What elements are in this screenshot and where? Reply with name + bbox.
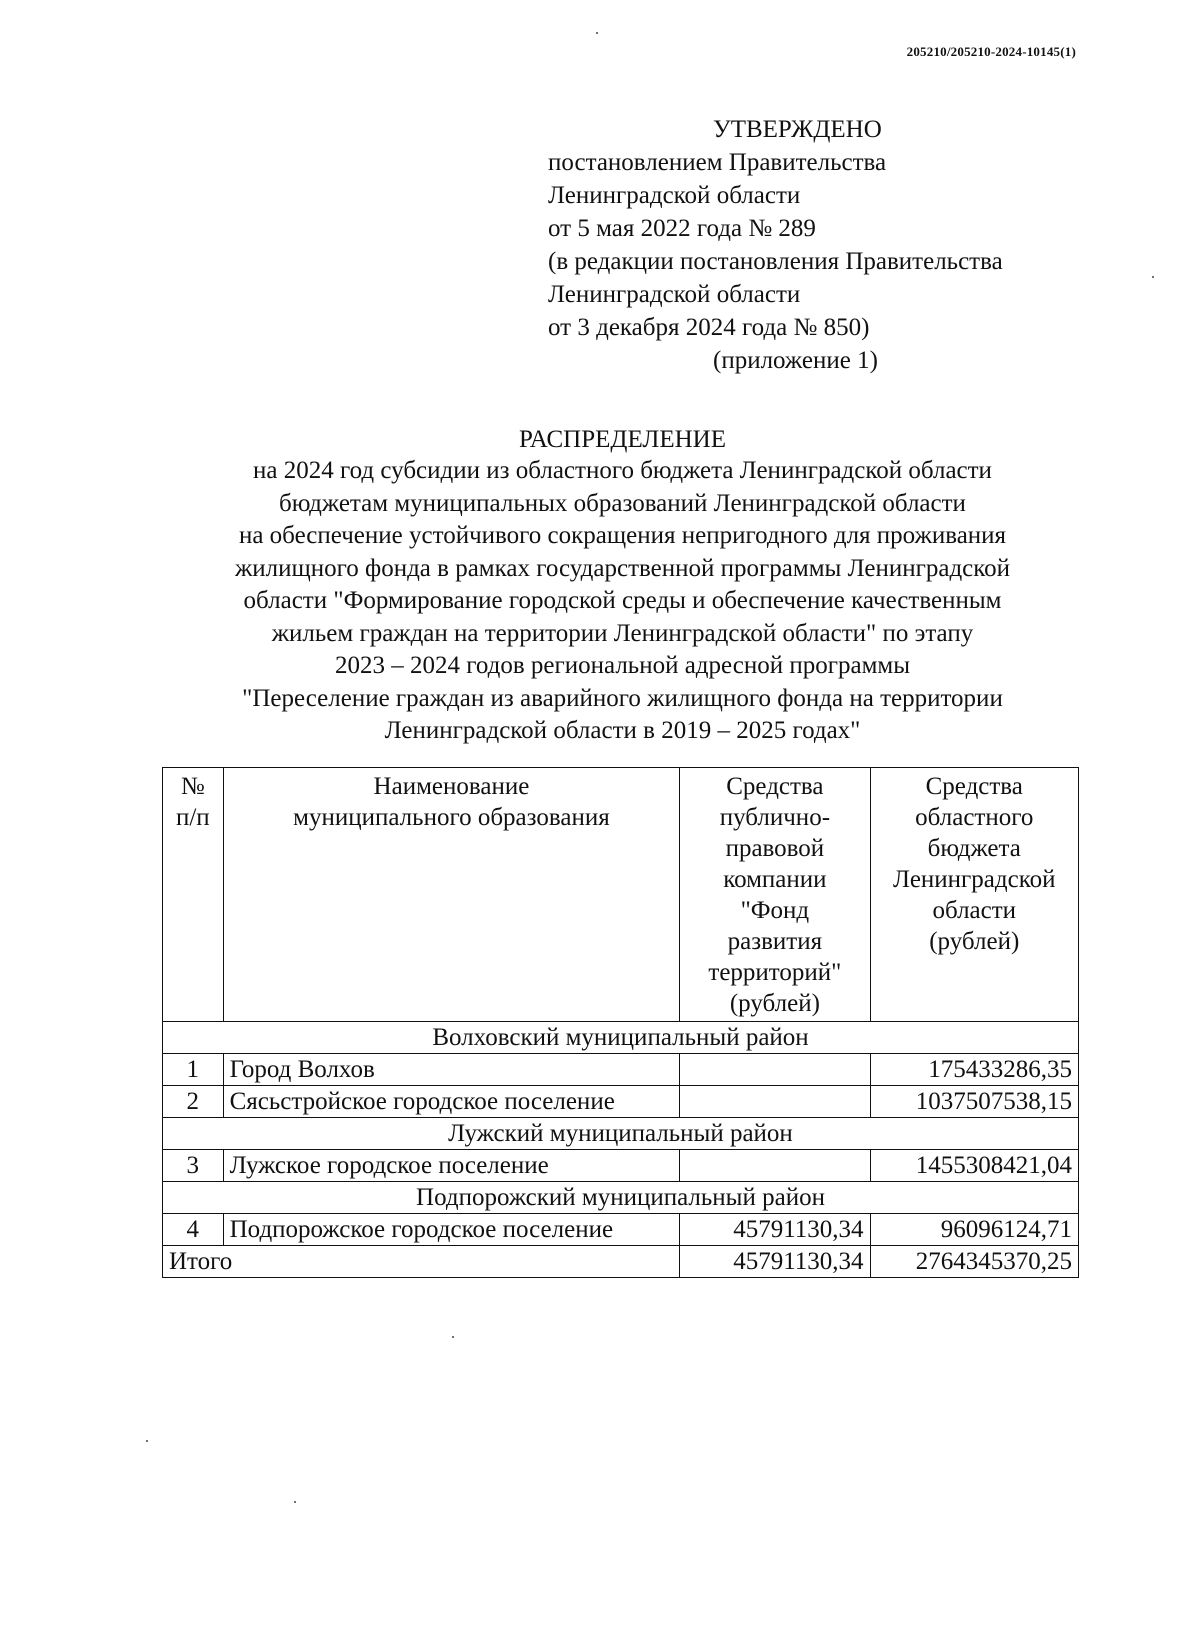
table-row xyxy=(163,1150,1079,1182)
header-text: территорий" xyxy=(708,959,842,986)
total-row xyxy=(163,1246,1079,1278)
table-header-row xyxy=(163,768,1079,1022)
row-fund xyxy=(680,1150,870,1182)
header-text: "Фонд xyxy=(740,897,810,924)
section-row xyxy=(163,1022,1079,1054)
document-title: РАСПРЕДЕЛЕНИЕ xyxy=(518,426,727,453)
document-id: 205210/205210-2024-10145(1) xyxy=(906,44,1076,59)
table-row xyxy=(163,1054,1079,1086)
section-title: Подпорожский муниципальный район xyxy=(163,1182,1079,1214)
header-text: № xyxy=(180,773,205,800)
row-name: Лужское городское поселение xyxy=(223,1150,680,1182)
approval-block xyxy=(548,113,1108,377)
row-num: 3 xyxy=(163,1150,224,1182)
subtitle-line: Ленинградской области в 2019 – 2025 годах" xyxy=(384,717,861,744)
total-label: Итого xyxy=(163,1246,680,1278)
header-text: Средства xyxy=(726,773,824,800)
approval-line: от 5 мая 2022 года № 289 xyxy=(548,215,816,242)
header-text: Наименование xyxy=(373,773,530,800)
scan-speck xyxy=(294,1501,296,1503)
subtitle-line: 2023 – 2024 годов региональной адресной программы xyxy=(334,652,911,679)
scan-speck xyxy=(452,1336,454,1338)
row-num: 1 xyxy=(163,1054,224,1086)
section-title: Волховский муниципальный район xyxy=(163,1022,1079,1054)
header-text: бюджета xyxy=(927,835,1021,862)
document-subtitle xyxy=(0,455,1200,748)
section-title: Лужский муниципальный район xyxy=(163,1118,1079,1150)
appendix-note: (приложение 1) xyxy=(713,347,878,374)
row-fund xyxy=(680,1086,870,1118)
table-row xyxy=(163,1214,1079,1246)
scan-speck xyxy=(596,32,598,34)
header-fund xyxy=(680,768,870,1022)
header-text: публично- xyxy=(719,804,831,831)
section-row xyxy=(163,1118,1079,1150)
header-text: муниципального образования xyxy=(293,804,610,831)
approval-heading: УТВЕРЖДЕНО xyxy=(713,116,882,143)
header-text: области xyxy=(932,897,1017,924)
header-text: Средства xyxy=(925,773,1023,800)
section-row xyxy=(163,1182,1079,1214)
header-num xyxy=(163,768,224,1022)
distribution-table xyxy=(162,767,1079,1278)
approval-line: (в редакции постановления Правительства xyxy=(548,248,1003,275)
subtitle-line: области "Формирование городской среды и обеспечение качественным xyxy=(243,587,1002,614)
total-budget: 2764345370,25 xyxy=(870,1246,1078,1278)
approval-line: от 3 декабря 2024 года № 850) xyxy=(548,314,870,341)
header-name xyxy=(223,768,680,1022)
approval-line: Ленинградской области xyxy=(548,281,801,308)
row-budget: 1037507538,15 xyxy=(870,1086,1078,1118)
header-text: (рублей) xyxy=(929,928,1020,955)
row-fund xyxy=(680,1054,870,1086)
total-fund: 45791130,34 xyxy=(680,1246,870,1278)
header-text: п/п xyxy=(175,804,210,831)
header-text: областного xyxy=(915,804,1034,831)
approval-line: постановлением Правительства xyxy=(548,149,887,176)
scan-speck xyxy=(1152,276,1154,278)
row-budget: 1455308421,04 xyxy=(870,1150,1078,1182)
subtitle-line: жилищного фонда в рамках государственной программы Ленинградской xyxy=(234,554,1011,582)
row-budget: 96096124,71 xyxy=(870,1214,1078,1246)
table-row xyxy=(163,1086,1079,1118)
header-text: развития xyxy=(727,928,823,955)
header-text: Ленинградской xyxy=(893,866,1056,893)
header-budget xyxy=(870,768,1078,1022)
row-name: Сясьстройское городское поселение xyxy=(223,1086,680,1118)
row-num: 2 xyxy=(163,1086,224,1118)
subtitle-line: на 2024 год субсидии из областного бюджета Ленинградской области xyxy=(253,457,992,484)
header-text: (рублей) xyxy=(729,990,820,1017)
subtitle-line: бюджетам муниципальных образований Ленинградской области xyxy=(279,489,966,517)
header-text: правовой xyxy=(725,835,825,862)
subtitle-line: жильем граждан на территории Ленинградской области" по этапу xyxy=(271,619,974,647)
row-name: Подпорожское городское поселение xyxy=(223,1214,680,1246)
header-text: компании xyxy=(723,866,827,893)
approval-line: Ленинградской области xyxy=(548,182,801,209)
subtitle-line: "Переселение граждан из аварийного жилищного фонда на территории xyxy=(242,684,1003,712)
row-fund: 45791130,34 xyxy=(680,1214,870,1246)
scan-speck xyxy=(146,1440,148,1442)
row-budget: 175433286,35 xyxy=(870,1054,1078,1086)
subtitle-line: на обеспечение устойчивого сокращения непригодного для проживания xyxy=(238,522,1007,549)
row-num: 4 xyxy=(163,1214,224,1246)
row-name: Город Волхов xyxy=(223,1054,680,1086)
